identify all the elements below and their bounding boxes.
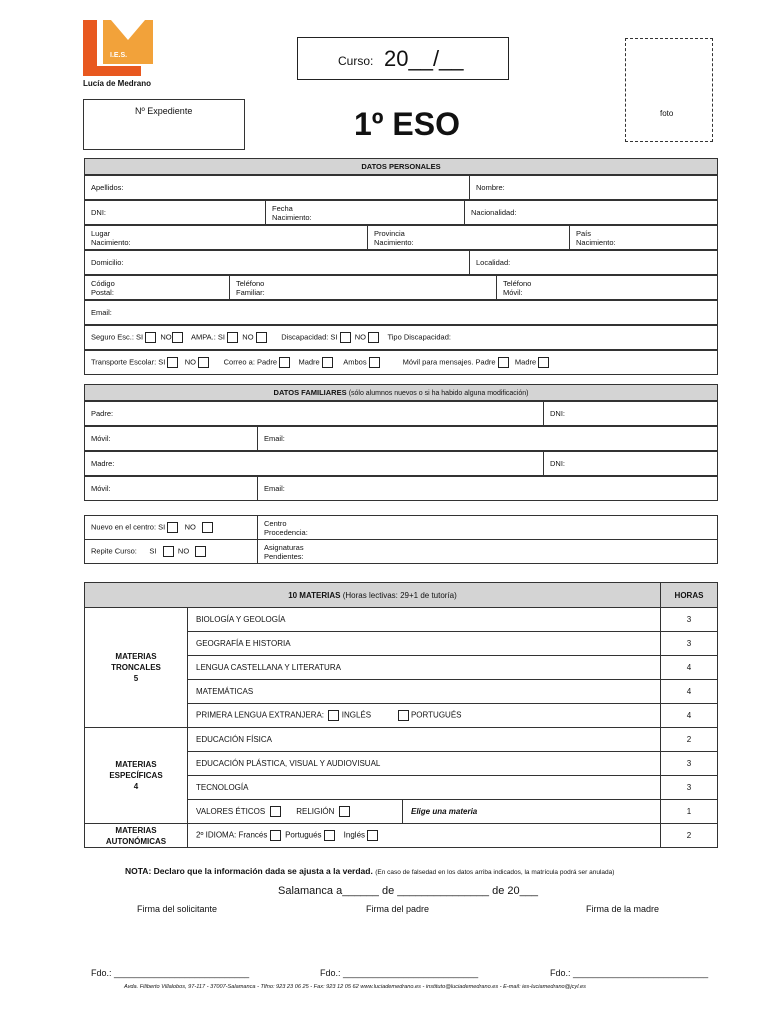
asig-label-1: Asignaturas [264,542,304,552]
family-section [84,384,718,501]
school-logo [83,20,153,76]
repite-label: Repite Curso: [91,546,137,556]
fecha-field[interactable] [266,201,465,225]
address-line: Avda. Filiberto Villalobos, 97-117 - 37007-Salamanca - Tlfno: 923 23 06 25 - Fax: 923 12 05 62 www.luciademedrano.es - instituto@luciademedrano.es - E-mail: ies-luciamedrano@jcyl.es [124,984,586,990]
especificas-group: MATERIAS ESPECÍFICAS 4 [85,728,188,824]
lengua-label: PRIMERA LENGUA EXTRANJERA: [196,710,325,720]
transporte-no-label: NO [184,357,196,367]
materia-horas: 2 [661,728,718,752]
ingles2-checkbox[interactable] [367,830,378,841]
nacionalidad-label: Nacionalidad: [471,208,517,217]
padre-dni-label: DNI: [550,409,565,418]
madre-email-label: Email: [264,484,285,493]
curso-label: Curso: [338,54,374,68]
ampa-si-checkbox[interactable] [227,332,238,343]
salamanca-date[interactable]: Salamanca a______ de _______________ de 20___ [278,885,538,897]
flags-row [85,326,718,350]
correo-ambos-checkbox[interactable] [369,357,380,368]
family-title: DATOS FAMILIARES [273,387,347,397]
centro-procedencia-field[interactable] [258,516,718,540]
padre-field[interactable] [85,402,544,426]
materia-horas: 4 [661,680,718,704]
provincia-label-1: Provincia [374,228,405,238]
asig-label-2: Pendientes: [264,551,304,561]
materia-horas: 3 [661,776,718,800]
msg-madre-checkbox[interactable] [538,357,549,368]
foto-box[interactable] [625,38,713,142]
fdo-padre[interactable]: Fdo.: ___________________________ [320,968,479,978]
madre-movil-field[interactable] [85,477,258,501]
transporte-si-checkbox[interactable] [167,357,178,368]
materias-title: 10 MATERIAS [288,590,341,600]
curso-value: 20__/__ [384,46,464,71]
materia-row: LENGUA CASTELLANA Y LITERATURA [188,656,661,680]
materia-row: BIOLOGÍA Y GEOLOGÍA [188,608,661,632]
ingles-checkbox[interactable] [328,710,339,721]
nota-small: (En caso de falsedad en los datos arriba indicados, la matrícula podrá ser anulada) [375,869,615,876]
repite-no-checkbox[interactable] [195,546,206,557]
materias-section [84,582,718,848]
expediente-label: Nº Expediente [135,106,193,116]
course-title: 1º ESO [354,106,460,142]
domicilio-label: Domicilio: [91,258,124,267]
curso-box[interactable] [297,37,509,80]
padre-movil-label: Móvil: [91,434,111,443]
disc-no-checkbox[interactable] [368,332,379,343]
provincia-label-2: Nacimiento: [374,237,414,247]
materia-horas: 4 [661,656,718,680]
seguro-no-label: NO [160,332,172,342]
disc-no-label: NO [354,332,367,342]
msg-madre-label: Madre [514,357,537,367]
ampa-no-label: NO [242,332,254,342]
ampa-no-checkbox[interactable] [256,332,267,343]
telefono-movil-field[interactable] [497,276,718,300]
movil-label-1: Teléfono [503,278,532,288]
materia-horas: 4 [661,704,718,728]
centro-label-2: Procedencia: [264,527,308,537]
portugues-checkbox[interactable] [398,710,409,721]
valores-label: VALORES ÉTICOS [196,807,266,816]
pais-label-2: Nacimiento: [576,237,616,247]
repite-cell [85,540,258,564]
discapacidad-label: Discapacidad: SI [281,332,338,342]
elige-note: Elige una materia [411,807,478,816]
materias-title-cell [85,583,661,608]
fecha-label-1: Fecha [272,203,293,213]
fdo-madre[interactable]: Fdo.: ___________________________ [550,968,709,978]
tel-label-1: Teléfono [236,278,265,288]
padre-dni-field[interactable] [544,402,718,426]
portugues-label: PORTUGUÉS [410,710,462,720]
padre-label: Padre: [91,409,114,418]
disc-si-checkbox[interactable] [340,332,351,343]
horas-header: HORAS [661,583,718,608]
transporte-no-checkbox[interactable] [198,357,209,368]
firma-padre: Firma del padre [366,904,430,914]
nombre-label: Nombre: [476,183,505,192]
asignaturas-field[interactable] [258,540,718,564]
madre-label: Madre: [91,459,115,468]
seguro-label: Seguro Esc.: SI [91,332,144,342]
correo-padre-checkbox[interactable] [279,357,290,368]
msg-padre-checkbox[interactable] [498,357,509,368]
centro-label-1: Centro [264,518,287,528]
madre-field[interactable] [85,452,544,476]
nuevo-no-label: NO [184,522,196,532]
cp-label-1: Código [91,278,115,288]
cp-label-2: Postal: [91,287,114,297]
personal-title: DATOS PERSONALES [85,159,718,175]
email-label: Email: [91,308,112,317]
religion-checkbox[interactable] [339,806,350,817]
materia-horas: 1 [661,800,718,824]
madre-email-field[interactable] [258,477,718,501]
nuevo-label: Nuevo en el centro: SI [91,522,166,532]
family-title-cell [85,385,718,401]
lugar-field[interactable] [85,226,368,250]
movil-label-2: Móvil: [503,287,523,297]
nota [125,866,614,876]
telefono-familiar-field[interactable] [230,276,497,300]
nuevo-centro-cell [85,516,258,540]
school-name: Lucía de Medrano [83,79,152,88]
materia-horas: 2 [661,824,718,848]
apellidos-field[interactable] [85,176,470,200]
localidad-field[interactable] [470,251,718,275]
pais-label-1: País [576,228,592,238]
fecha-label-2: Nacimiento: [272,212,312,222]
repite-si-label: SI [149,546,157,556]
nuevo-no-checkbox[interactable] [202,522,213,533]
logo-text: I.E.S. [110,52,128,59]
centro-section [84,515,718,564]
materia-row-lengua [188,704,661,728]
seguro-no-checkbox[interactable] [172,332,183,343]
family-subtitle: (sólo alumnos nuevos o si ha habido alguna modificación) [348,389,529,397]
ampa-label: AMPA.: SI [190,332,226,342]
nombre-field[interactable] [470,176,718,200]
religion-label: RELIGIÓN [296,807,335,816]
cp-field[interactable] [85,276,230,300]
valores-checkbox[interactable] [270,806,281,817]
frances-checkbox[interactable] [270,830,281,841]
email-field[interactable] [85,301,718,325]
movil-msg-label: Móvil para mensajes. Padre [402,357,496,367]
materia-row: GEOGRAFÍA E HISTORIA [188,632,661,656]
expediente-box[interactable] [83,99,245,150]
dni-field[interactable] [85,201,266,225]
domicilio-field[interactable] [85,251,470,275]
nacionalidad-field[interactable] [465,201,718,225]
provincia-field[interactable] [368,226,570,250]
materia-horas: 3 [661,752,718,776]
correo-madre-label: Madre [298,357,320,367]
materia-horas: 3 [661,632,718,656]
ambos-label: Ambos [343,357,367,367]
dni-label: DNI: [91,208,106,217]
materia-row: EDUCACIÓN PLÁSTICA, VISUAL Y AUDIOVISUAL [188,752,661,776]
personal-section [84,158,718,375]
tel-label-2: Familiar: [236,287,265,297]
correo-label: Correo a: Padre [223,357,278,367]
apellidos-label: Apellidos: [91,183,124,192]
padre-email-label: Email: [264,434,285,443]
madre-dni-label: DNI: [550,459,565,468]
idioma-label: 2º IDIOMA: Francés [196,830,268,840]
troncales-group: MATERIAS TRONCALES 5 [85,608,188,728]
materia-row-idioma [188,824,661,848]
padre-email-field[interactable] [258,427,718,451]
correo-madre-checkbox[interactable] [322,357,333,368]
materias-title-note: (Horas lectivas: 29+1 de tutoría) [342,590,457,600]
materia-row: EDUCACIÓN FÍSICA [188,728,661,752]
foto-label: foto [660,109,674,118]
autonomicas-group: MATERIAS AUTONÓMICAS [85,824,188,848]
localidad-label: Localidad: [476,258,511,267]
firma-solicitante: Firma del solicitante [137,904,218,914]
portugues2-label: Portugués [285,830,322,840]
lugar-label-1: Lugar [91,228,111,238]
nuevo-si-checkbox[interactable] [167,522,178,533]
madre-dni-field[interactable] [544,452,718,476]
padre-movil-field[interactable] [85,427,258,451]
seguro-si-checkbox[interactable] [145,332,156,343]
materia-row: MATEMÁTICAS [188,680,661,704]
ingles2-label: Inglés [343,830,366,840]
transport-row [85,351,718,375]
transporte-label: Transporte Escolar: SI [91,357,166,367]
pais-field[interactable] [570,226,718,250]
portugues2-checkbox[interactable] [324,830,335,841]
madre-movil-label: Móvil: [91,484,111,493]
fdo-solicitante[interactable]: Fdo.: ___________________________ [91,968,250,978]
materia-row: TECNOLOGÍA [188,776,661,800]
firma-madre: Firma de la madre [586,904,660,914]
ingles-label: INGLÉS [341,710,372,720]
tipo-disc-label: Tipo Discapacidad: [387,332,451,342]
repite-si-checkbox[interactable] [163,546,174,557]
materia-horas: 3 [661,608,718,632]
materia-row-valores [188,800,661,824]
lugar-label-2: Nacimiento: [91,237,131,247]
nota-bold: NOTA: Declaro que la información dada se ajusta a la verdad. [125,866,373,876]
repite-no-label: NO [177,546,190,556]
